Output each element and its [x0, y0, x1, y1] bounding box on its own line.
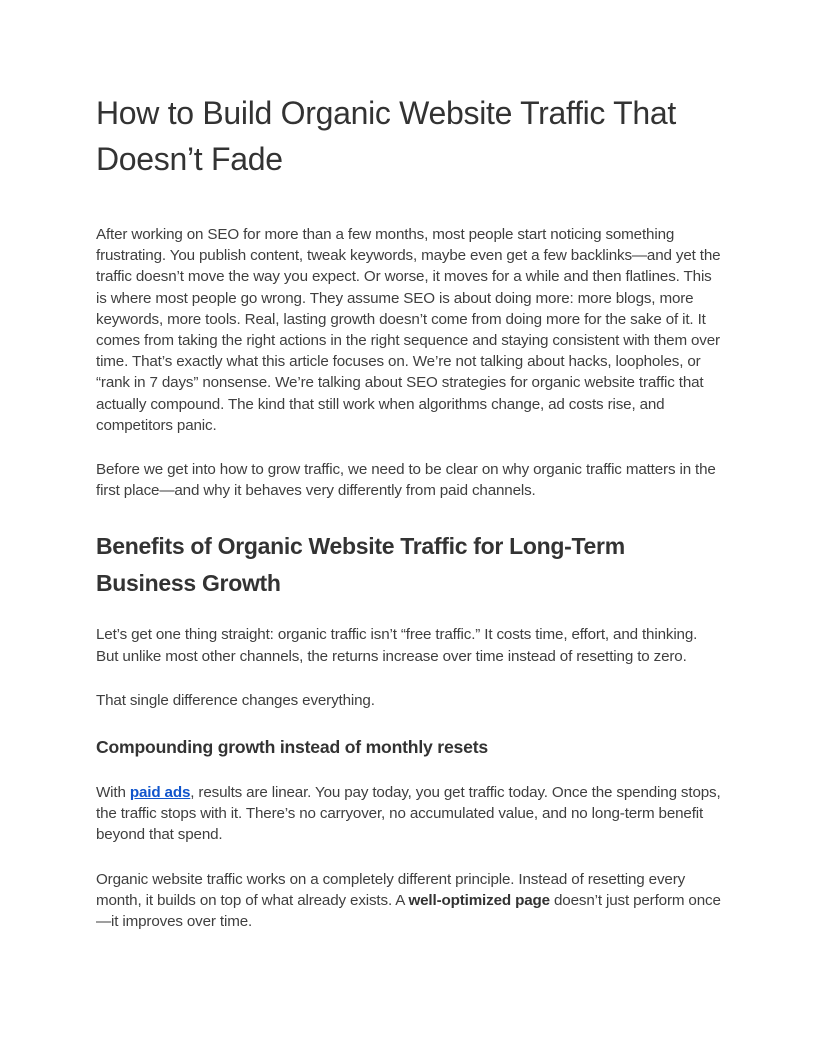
organic-principle-prefix: Organic website traffic works on a completely different principle. Instead of resetting every month, it builds on top of what already exists. A: [96, 870, 686, 909]
page-title: How to Build Organic Website Traffic That Doesn’t Fade: [96, 95, 676, 177]
well-optimized-page-bold: well-optimized page: [408, 891, 550, 909]
document-page: [96, 90, 722, 955]
benefits-paragraph-1: Let’s get one thing straight: organic traffic isn’t “free traffic.” It costs time, effort, and thinking. But unlike most other channels, the returns increase over time instead of resetting to zero.: [96, 626, 698, 665]
paid-ads-suffix: , results are linear. You pay today, you get traffic today. Once the spending stops, the traffic stops with it. There’s no carryover, no accumulated value, and no long-term benefit beyond that spend.: [96, 784, 721, 844]
subheading-compounding-growth: Compounding growth instead of monthly resets: [96, 737, 488, 758]
organic-principle-paragraph: [96, 869, 722, 933]
before-paragraph: Before we get into how to grow traffic, we need to be clear on why organic traffic matters in the first place—and why it behaves very differently from paid channels.: [96, 461, 716, 500]
paid-ads-prefix: With: [96, 784, 130, 802]
intro-paragraph: After working on SEO for more than a few months, most people start noticing something frustrating. You publish content, tweak keywords, maybe even get a few backlinks—and yet the traffic doesn’t move the way you expect. Or worse, it moves for a while and then flatlines. This is where most people go wrong. They assume SEO is about doing more: more blogs, more keywords, more tools. Real, lasting growth doesn’t come from doing more for the sake of it. It comes from taking the right actions in the right sequence and staying consistent with them over time. That’s exactly what this article focuses on. We’re not talking about hacks, loopholes, or “rank in 7 days” nonsense. We’re talking about SEO strategies for organic website traffic that actually compound. The kind that still work when algorithms change, ad costs rise, and competitors panic.: [96, 226, 721, 434]
benefits-paragraph-2: That single difference changes everything.: [96, 691, 375, 709]
paid-ads-link[interactable]: paid ads: [129, 784, 191, 802]
paid-ads-paragraph: [96, 782, 722, 846]
organic-principle-suffix: doesn’t just perform once—it improves over time.: [96, 891, 721, 931]
section-heading-benefits: Benefits of Organic Website Traffic for Long-Term Business Growth: [96, 533, 625, 596]
